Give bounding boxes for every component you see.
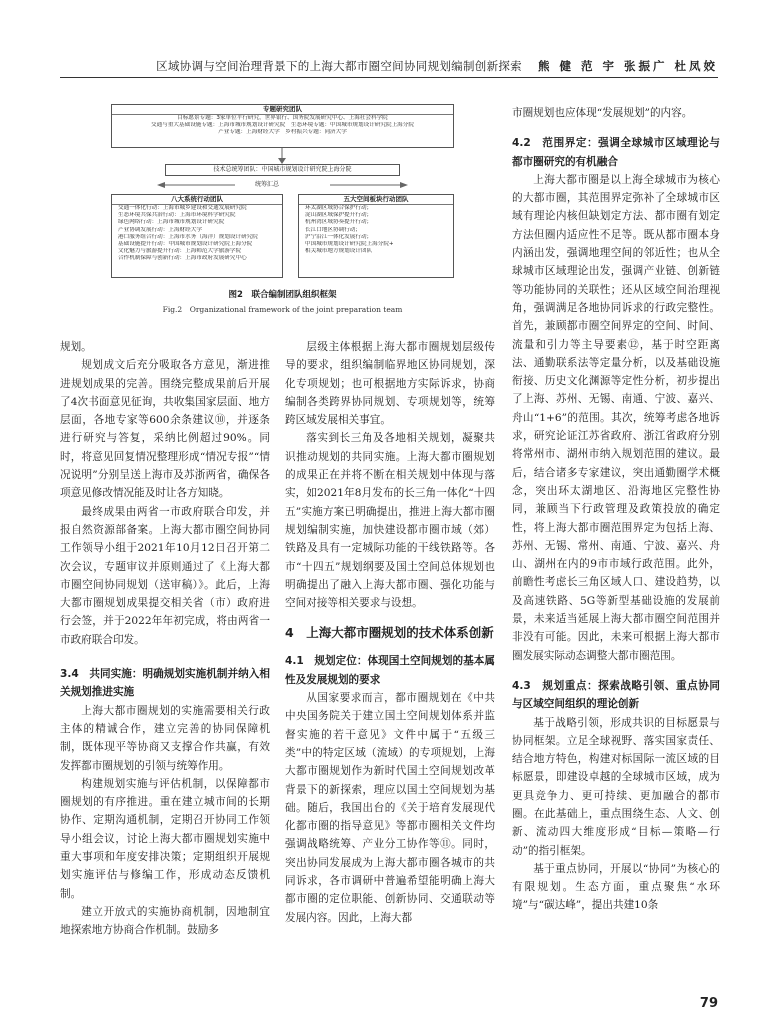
system-action-line: 港口服务组合行动：上海市水务（海洋）规划设计研究院 <box>118 233 258 240</box>
paragraph: 上海大都市圈规划的实施需要相关行政主体的精诚合作，建立完善的协同保障机制，既体现平等协商又支撑合作共赢，有效发挥都市圈规划的引领与统筹作用。 <box>60 704 270 772</box>
paragraph: 基于重点协同，开展以“协同”为核心的有限规划。生态方面，重点聚焦“水环境”与“碳达峰”，提出共建10条 <box>512 862 720 912</box>
running-header-title: 区域协调与空间治理背景下的上海大都市圈空间协同规划编制创新探索 <box>156 59 522 73</box>
text-column-3 <box>512 104 720 915</box>
paragraph: 最终成果由两省一市政府联合印发，并报自然资源部备案。上海大都市圈空间协同工作领导小组于2021年10月12日召开第二次会议，专题审议并原则通过了《上海大都市圈空间协同规划（送审稿）》。此后，上海大都市圈规划成果提交相关省（市）政府进行会签，并于2022年年初完成，将由两省一市政府联合印发。 <box>60 505 270 646</box>
research-team-box <box>111 104 454 148</box>
system-action-title: 八大系统行动团队 <box>112 195 282 205</box>
section-heading-3-4: 3.4 共同实施：明确规划实施机制并纳入相关规划推进实施 <box>60 668 270 699</box>
paragraph: 基于战略引领，形成共识的目标愿景与协同框架。立足全球视野、落实国家责任、结合地方特色，构建对标国际一流区域的目标愿景，即建设卓越的全球城市区域，成为更具竞争力、更可持续、更加融合的都市圈。在此基础上，重点围绕生态、人文、创新、流动四大维度形成“目标—策略—行动”的指引框架。 <box>512 716 720 857</box>
page-number: 79 <box>699 996 718 1011</box>
research-team-line: 交通与重大基础设施专题：上海市城市规划设计研究院 生态环境专题：中国城市规划设计研究院上海分院 <box>151 122 414 129</box>
paragraph: 落实到长三角及各地相关规划，凝聚共识推动规划的共同实施。上海大都市圈规划的成果正在并将不断在相关规划中体现与落实，如2021年8月发布的长三角一体化“十四五”实施方案已明确提出，推进上海大都市圈规划编制实施，加快建设都市圈市域（郊）铁路及具有一定城际功能的干线铁路等。各市“十四五”规划纲要及国土空间总体规划也明确提出了融入上海大都市圈、强化功能与空间对接等相关要求与设想。 <box>285 432 495 610</box>
system-action-box <box>111 194 283 278</box>
spatial-sector-line: 长江口地区协调行动； <box>305 226 361 233</box>
system-action-line: 基础设施提升行动：中国城市规划设计研究院上海分院 <box>118 241 253 248</box>
running-header <box>60 52 718 78</box>
figure-caption-en: Fig.2 Organizational framework of the joint preparation team <box>162 305 403 314</box>
spatial-sector-line: 相关城市地方规划设计团队 <box>305 248 373 255</box>
paragraph: 构建规划实施与评估机制，以保障都市圈规划的有序推进。重在建立城市间的长期协作、定期沟通机制，定期召开协同工作领导小组会议，讨论上海大都市圈规划实施中重大事项和年度安排决策；定期组织开展规划实施评估与修编工作，形成动态反馈机制。 <box>60 777 270 900</box>
system-action-line: 绿色网络行动：上海市城市规划设计研究院 <box>118 219 225 226</box>
section-heading-4-2: 4.2 范围界定：强调全球城市区域理论与都市圈研究的有机融合 <box>512 137 720 168</box>
spatial-sector-line: 环太湖区域协合保护行动； <box>305 205 373 211</box>
text-column-1 <box>60 338 270 940</box>
figure-organization-chart <box>95 104 470 312</box>
system-action-line: 产业协调发展行动：上海财经大学 <box>118 226 202 233</box>
tech-coordination-team: 技术总统筹团队：中国城市规划设计研究院上海分院 <box>165 164 400 176</box>
system-action-line: 文化魅力与旅游提升行动：上海师范大学旅游学院 <box>118 248 242 255</box>
spatial-sector-box <box>298 194 454 278</box>
spatial-sector-line: 杭州湾区域协奏提升行动； <box>305 219 373 226</box>
paragraph: 层级主体根据上海大都市圈规划层级传导的要求，组织编制临界地区协同规划，深化专项规划；也可根据地方实际诉求，协商编制各类跨界协同规划、专项规划等，统筹跨区域发展相关事宜。 <box>285 341 495 427</box>
system-action-line: 合作机制保障与创新行动：上海市政府发展研究中心 <box>118 255 247 262</box>
spatial-sector-line: 中国城市规划设计研究院上海分院+ <box>305 241 394 248</box>
figure-caption-cn: 图2 联合编制团队组织框架 <box>228 290 337 300</box>
paragraph: 从国家要求而言，都市圈规划在《中共中央国务院关于建立国土空间规划体系并监督实施的若干意见》文件中属于“五级三类”中的特定区域（流域）的专项规划，上海大都市圈规划作为新时代国土空间规划改革背景下的新探索，理应以国土空间规划为基础。随后，我国出台的《关于培育发展现代化都市圈的指导意见》等都市圈相关文件均强调战略统筹、产业分工协作等⑪。同时，突出协同发展成为上海大都市圈各城市的共同诉求，各市调研中普遍希望能明确上海大都市圈的定位职能、创新协同、交通联动等发展内容。因此，上海大都 <box>285 692 495 924</box>
text-column-2 <box>285 338 495 927</box>
paragraph: 规划成文后充分吸取各方意见，渐进推进规划成果的完善。围绕完整成果前后开展了4次书面意见征询，共收集国家层面、地方层面，各地专家等600余条建议⑩，并逐条进行研究与答复，采纳比例超过90%。同时，将意见回复情况整理形成“情况专报”“情况说明”分别呈送上海市及苏浙两省，确保各项意见修改情况能及时让各方知晓。 <box>60 359 270 500</box>
spatial-sector-title: 五大空间板块行动团队 <box>299 195 453 205</box>
paragraph: 市圈规划也应体现“发展规划”的内容。 <box>512 107 693 119</box>
section-heading-4-1: 4.1 规划定位：体现国土空间规划的基本属性及发展规划的要求 <box>285 655 495 686</box>
section-heading-4: 4 上海大都市圈规划的技术体系创新 <box>285 625 494 641</box>
section-heading-4-3: 4.3 规划重点：探索战略引领、重点协同与区域空间组织的理论创新 <box>512 679 720 711</box>
paragraph: 规划。 <box>60 341 92 353</box>
paragraph: 建立开放式的实施协商机制，因地制宜地探索地方协商合作机制。鼓励多 <box>60 905 270 937</box>
summary-arrow-label: 统筹汇总 <box>255 181 280 188</box>
research-team-line: 目标愿景专题：3家单位平行研究，世界银行、国务院发展研究中心、上海社会科学院 <box>177 115 388 121</box>
research-team-title: 专题研究团队 <box>112 105 453 115</box>
spatial-sector-line: 沪宁沿江一体化发展行动； <box>305 233 373 240</box>
research-team-line: 产业专题：上海财经大学 乡村振兴专题：同济大学 <box>218 129 347 136</box>
figure-caption <box>95 288 470 315</box>
running-header-authors: 熊 健 范 宇 张振广 杜凤姣 <box>537 59 718 73</box>
spatial-sector-line: 淀山湖区域保护提升行动； <box>305 212 373 219</box>
summary-arrow <box>95 176 470 194</box>
system-action-line: 交通一体化行动：上海市城乡建设和交通发展研究院 <box>118 205 247 211</box>
system-action-line: 生态环境共保共治行动：上海市环境科学研究院 <box>118 212 236 219</box>
paragraph: 上海大都市圈是以上海全球城市为核心的大都市圈，其范围界定弥补了全球城市区域有理论内核但缺划定方法、都市圈有划定方法但圈内适应性不足等。既从都市圈本身内涵出发，强调地理空间的邻近性；也从全球城市区域理论出发，强调产业链、创新链等功能协同的关联性；还从区域空间治理视角，强调满足各地协同诉求的行政完整性。首先，兼顾都市圈空间界定的空间、时间、流量和引力等主导要素⑫，基于时空距离法、通勤联系法等定量分析，以及基础设施衔接、历史文化渊源等定性分析，初步提出了上海、苏州、无锡、南通、宁波、嘉兴、舟山“1+6”的范围。其次，统筹考虑各地诉求，研究论证江苏省政府、浙江省政府分别将常州市、湖州市纳入规划范围的建议。最后，结合诸多专家建议，突出通勤圈学术概念，突出环太湖地区、沿海地区完整性协同，兼顾当下行政管理及政策投放的确定性，将上海大都市圈范围界定为包括上海、苏州、无锡、常州、南通、宁波、嘉兴、舟山、湖州在内的9市市域行政范围。此外，前瞻性考虑长三角区域人口、建设趋势，以及高速铁路、5G等新型基础设施的发展前景，未来适当延展上海大都市圈空间范围并非没有可能。因此，未来可根据上海大都市圈发展实际动态调整大都市圈范围。 <box>512 173 720 662</box>
